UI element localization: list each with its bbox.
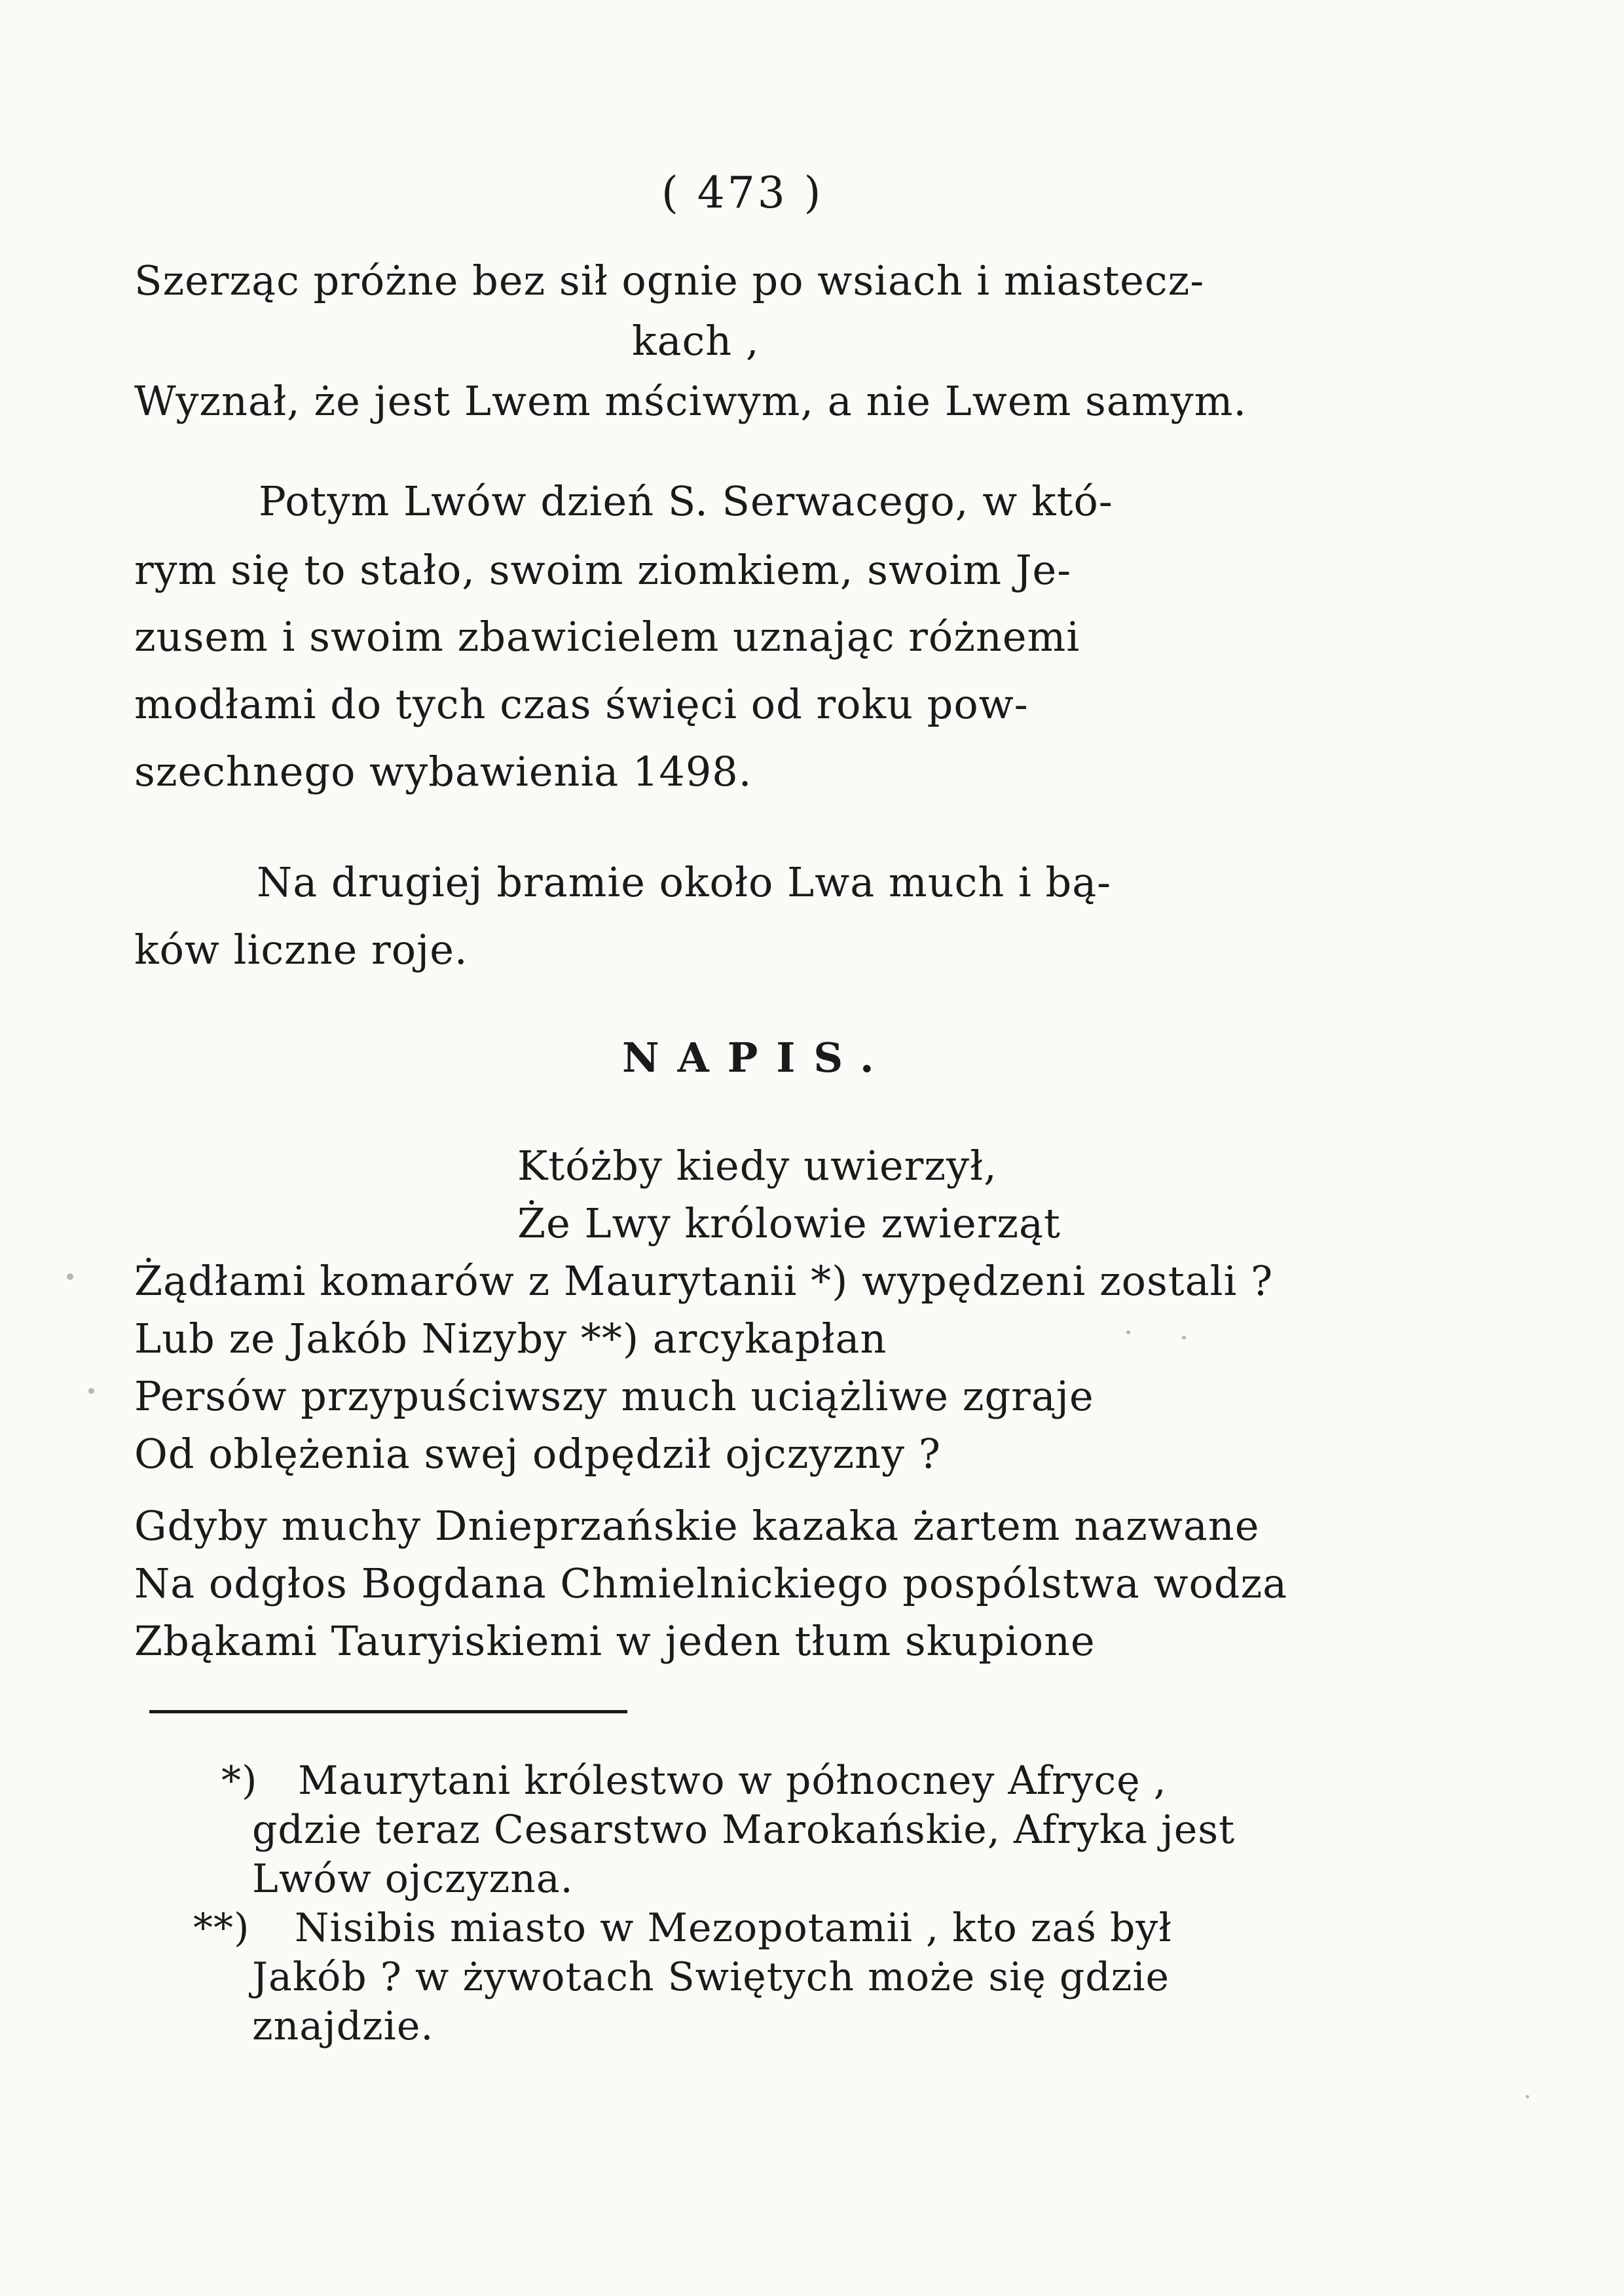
- paper-speck: [67, 1273, 73, 1280]
- footnote-2-line-2: Jakób ? w żywotach Swiętych może się gdzie: [252, 1954, 1170, 2000]
- page-number: ( 473 ): [661, 168, 824, 218]
- poem-line-5: Persów przypuściwszy much uciążliwe zgraje: [134, 1372, 1094, 1420]
- footnote-2-mark: **): [193, 1905, 250, 1951]
- poem-line-9: Zbąkami Tauryiskiemi w jeden tłum skupione: [134, 1617, 1096, 1665]
- paper-speck: [1126, 1330, 1130, 1334]
- footnote-2-line-3: znajdzie.: [252, 2003, 434, 2049]
- footnote-1-line-2: gdzie teraz Cesarstwo Marokańskie, Afryka jest: [252, 1807, 1236, 1853]
- paragraph-1-line-3: zusem i swoim zbawicielem uznając różnemi: [134, 613, 1080, 661]
- paper-speck: [88, 1388, 94, 1394]
- paragraph-1-line-2: rym się to stało, swoim ziomkiem, swoim Je-: [134, 546, 1072, 594]
- paragraph-1-line-1: Potym Lwów dzień S. Serwacego, w któ-: [259, 477, 1113, 525]
- paragraph-2-line-2: ków liczne roje.: [134, 926, 468, 974]
- poem-line-6: Od oblężenia swej odpędził ojczyzny ?: [134, 1430, 941, 1478]
- verse-top-line-1-continuation: kach ,: [632, 317, 760, 365]
- verse-top-line-1: Szerząc próżne bez sił ognie po wsiach i miastecz-: [134, 257, 1205, 304]
- poem-line-3: Żądłami komarów z Maurytanii *) wypędzeni zostali ?: [134, 1257, 1274, 1305]
- footnote-1-line-3: Lwów ojczyzna.: [252, 1856, 574, 1902]
- paper-speck: [1526, 2095, 1529, 2098]
- section-heading: NAPIS.: [622, 1034, 893, 1082]
- footnote-2-line-1: Nisibis miasto w Mezopotamii , kto zaś był: [295, 1905, 1172, 1951]
- paragraph-2-line-1: Na drugiej bramie około Lwa much i bą-: [257, 858, 1112, 906]
- paper-speck: [1182, 1336, 1186, 1339]
- poem-line-8: Na odgłos Bogdana Chmielnickiego pospólstwa wodza: [134, 1559, 1288, 1607]
- poem-line-7: Gdyby muchy Dnieprzańskie kazaka żartem nazwane: [134, 1502, 1260, 1550]
- paragraph-1-line-5: szechnego wybawienia 1498.: [134, 748, 752, 795]
- poem-line-1: Któżby kiedy uwierzył,: [517, 1142, 997, 1190]
- paragraph-1-line-4: modłami do tych czas święci od roku pow-: [134, 680, 1029, 728]
- poem-line-4: Lub ze Jakób Nizyby **) arcykapłan: [134, 1315, 887, 1362]
- footnote-1-mark: *): [221, 1758, 258, 1804]
- poem-line-2: Że Lwy królowie zwierząt: [517, 1199, 1061, 1247]
- footnote-1-line-1: Maurytani królestwo w północney Afrycę ,: [298, 1758, 1167, 1804]
- footnote-separator: [149, 1710, 627, 1713]
- verse-top-line-2: Wyznał, że jest Lwem mściwym, a nie Lwem samym.: [134, 377, 1247, 425]
